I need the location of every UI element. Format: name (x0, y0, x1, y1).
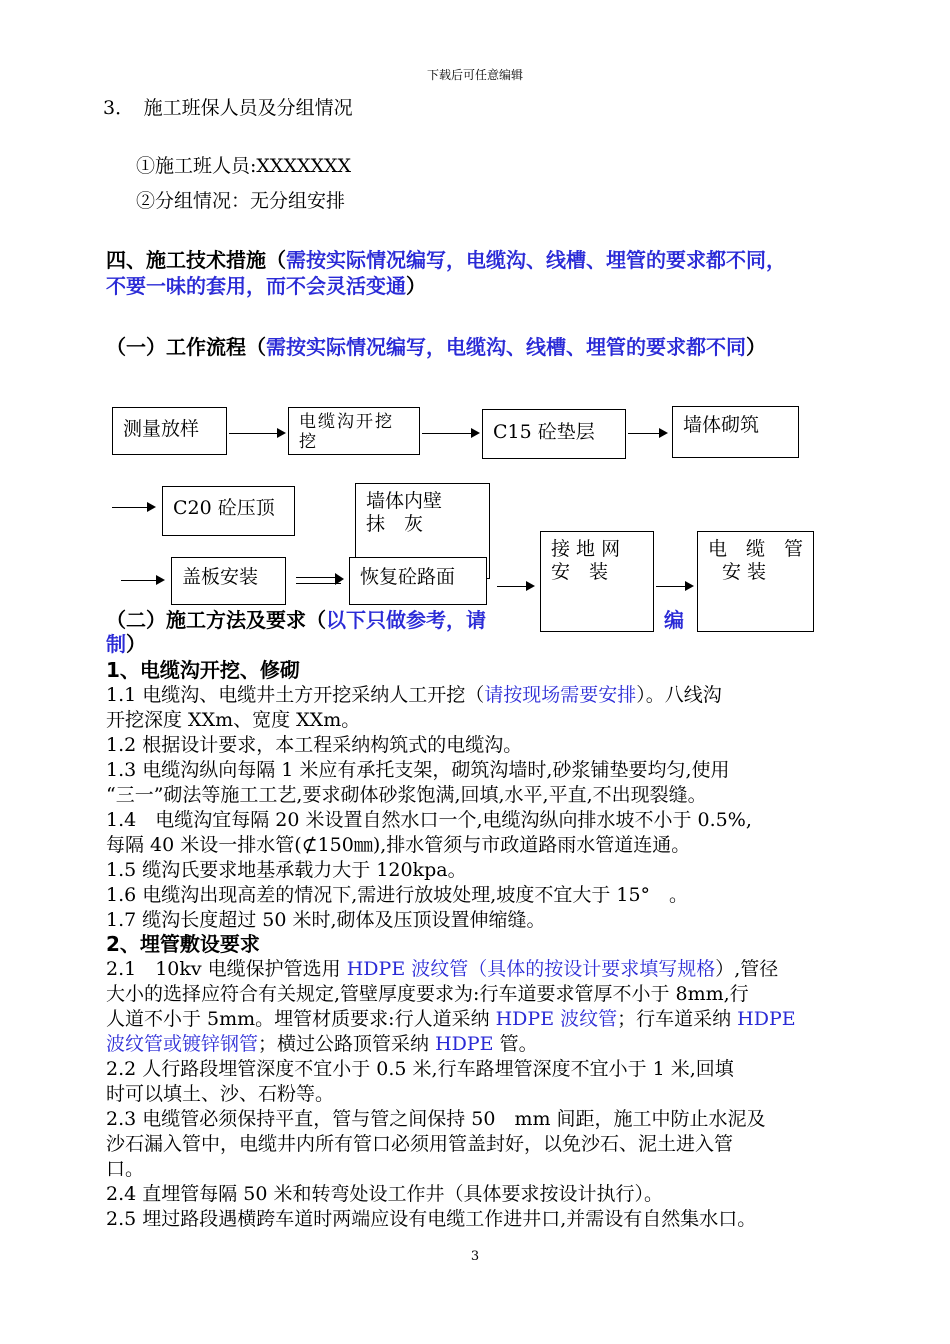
part2-line: 人道不小于 5mm。埋管材质要求:行人道采纳 HDPE 波纹管；行车道采纳 HDPE (106, 1008, 796, 1030)
methods-title-line2: 制） (106, 632, 146, 656)
part1-line: 1.5 缆沟氏要求地基承载力大于 120kpa。 (106, 859, 467, 881)
flow-arrow (121, 580, 163, 581)
methods-title-line1: （二）施工方法及要求（以下只做参考，请 编 (106, 608, 684, 632)
page-number: 3 (470, 1249, 480, 1264)
flow-box-cushion: C15 砼垫层 (482, 409, 626, 459)
section-3-item-groups: ②分组情况：无分组安排 (136, 190, 346, 212)
section-4-title-line2: 不要一味的套用，而不会灵活变通） (106, 274, 426, 298)
part1-line: 1.2 根据设计要求，本工程采纳构筑式的电缆沟。 (106, 734, 523, 756)
flow-box-grounding: 接 地 网 安 装 (540, 531, 654, 632)
part1-line: 1.3 电缆沟纵向每隔 1 米应有承托支架，砌筑沟墙时,砂浆铺垫要均匀,使用 (106, 759, 730, 781)
part2-line: 沙石漏入管中，电缆井内所有管口必须用管盖封好，以免沙石、泥土进入管 (106, 1133, 734, 1155)
flow-double-arrow (296, 577, 341, 584)
page-header: 下载后可任意编辑 (426, 68, 523, 82)
part1-line: 开挖深度 XXm、宽度 XXm。 (106, 709, 361, 731)
flow-arrow (497, 586, 533, 587)
part1-line: 1.1 电缆沟、电缆井土方开挖采纳人工开挖（请按现场需要安排）。八线沟 (106, 684, 722, 706)
part2-line: 2.3 电缆管必须保持平直，管与管之间保持 50 mm 间距，施工中防止水泥及 (106, 1108, 766, 1130)
part2-line: 2.1 10kv 电缆保护管选用 HDPE 波纹管（具体的按设计要求填写规格）,管径 (106, 958, 779, 980)
section-3-item-staff: ①施工班人员:XXXXXXX (136, 155, 352, 177)
flow-arrow (229, 433, 284, 434)
flow-arrow (628, 433, 666, 434)
part2-line: 2.5 埋过路段遇横跨车道时两端应设有电缆工作进井口,并需设有自然集水口。 (106, 1208, 757, 1230)
flow-arrow (422, 433, 478, 434)
part1-heading: 1、电缆沟开挖、修砌 (106, 658, 300, 682)
flow-box-masonry: 墙体砌筑 (672, 406, 799, 458)
section-4-title-line1: 四、施工技术措施（需按实际情况编写，电缆沟、线槽、埋管的要求都不同， (106, 248, 786, 272)
flow-box-capping: C20 砼压顶 (162, 486, 295, 536)
flow-box-restore: 恢复砼路面 (349, 557, 487, 605)
part2-line: 2.4 直埋管每隔 50 米和转弯处设工作井（具体要求按设计执行）。 (106, 1183, 664, 1205)
part1-line: 1.7 缆沟长度超过 50 米时,砌体及压顶设置伸缩缝。 (106, 909, 546, 931)
part1-line: 1.4 电缆沟宜每隔 20 米设置自然水口一个,电缆沟纵向排水坡不小于 0.5%, (106, 809, 752, 831)
flow-box-cover: 盖板安装 (171, 557, 286, 605)
part1-line: 每隔 40 米设一排水管(⊄150㎜),排水管须与市政道路雨水管道连通。 (106, 834, 691, 856)
part2-line: 大小的选择应符合有关规定,管壁厚度要求为:行车道要求管厚不小于 8mm,行 (106, 983, 749, 1005)
flow-box-excavate: 电缆沟开挖 挖 (288, 407, 420, 455)
flow-box-cable-pipe: 电 缆 管 安 装 (697, 531, 814, 632)
flow-box-plaster: 墙体内壁 抹 灰 (355, 483, 490, 579)
part2-line: 时可以填土、沙、石粉等。 (106, 1083, 335, 1105)
section-3-title: 3． 施工班保人员及分组情况 (103, 97, 353, 119)
flow-arrow (656, 586, 692, 587)
part1-line: 1.6 电缆沟出现高差的情况下,需进行放坡处理,坡度不宜大于 15° 。 (106, 884, 689, 906)
workflow-title: （一）工作流程（需按实际情况编写，电缆沟、线槽、埋管的要求都不同） (106, 335, 766, 359)
part2-line: 口。 (106, 1158, 145, 1180)
part1-line: “三一”砌法等施工工艺,要求砌体砂浆饱满,回填,水平,平直,不出现裂缝。 (106, 784, 707, 806)
part2-line: 2.2 人行路段埋管深度不宜小于 0.5 米,行车路埋管深度不宜小于 1 米,回填 (106, 1058, 734, 1080)
flow-box-survey: 测量放样 (112, 407, 227, 455)
part2-line: 波纹管或镀锌钢管；横过公路顶管采纳 HDPE 管。 (106, 1033, 538, 1055)
part2-heading: 2、埋管敷设要求 (106, 932, 260, 956)
flow-arrow (112, 507, 154, 508)
